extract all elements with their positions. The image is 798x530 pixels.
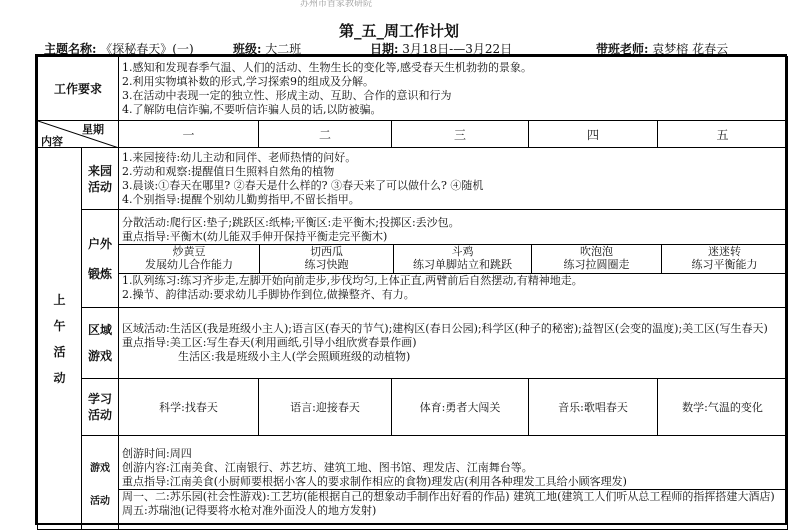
work-requirements-content — [119, 57, 788, 121]
outdoor-row — [38, 210, 788, 308]
work-requirements-label: 工作要求 — [38, 57, 119, 121]
creative-game-item: 重点指导:江南美食(小厨师要根据小客人的要求制作相应的食物)理发店(利用各种理发工具给小顾客理发) — [122, 475, 627, 488]
theme-label: 主题名称: — [44, 42, 97, 56]
outdoor-label: 户外 锻炼 — [82, 210, 119, 308]
requirement-item: 4.了解防电信诈骗,不要听信诈骗人员的话,以防被骗。 — [122, 102, 382, 116]
game-activity-label: 游戏 活动 — [82, 436, 119, 530]
creative-game-item: 创游内容:江南美食、江南银行、苏艺坊、建筑工地、图书馆、理发店、江南舞台等。 — [122, 461, 533, 474]
week-label: 星期 — [82, 123, 104, 136]
date-label: 日期: — [370, 42, 399, 56]
outdoor-game: 斗鸡 练习单脚站立和跳跃 — [394, 245, 532, 273]
class-value: 大二班 — [265, 42, 302, 56]
diagonal-header-cell — [38, 121, 119, 148]
learning-monday: 科学:找春天 — [119, 379, 259, 436]
area-games-content — [119, 308, 788, 379]
creative-game-item: 创游时间:周四 — [122, 447, 192, 460]
day-monday: 一 — [119, 121, 259, 148]
learning-wednesday: 体育:勇者大闯关 — [392, 379, 529, 436]
arrival-content — [119, 148, 788, 210]
theme-value: 《探秘春天》(一) — [100, 42, 194, 56]
outdoor-content — [119, 210, 788, 308]
date-value: 3月18日-—3月22日 — [402, 42, 513, 56]
morning-activities-label: 上 午 活 动 — [38, 148, 82, 530]
page-title: 第_五_周工作计划 — [338, 22, 459, 40]
game-activity-row — [38, 436, 788, 530]
outdoor-game: 吹泡泡 练习拉圆圈走 — [532, 245, 662, 273]
day-thursday: 四 — [529, 121, 658, 148]
teacher-underline — [652, 54, 762, 55]
arrival-item: 4.个别指导:提醒个别幼儿勤剪指甲,不留长指甲。 — [122, 192, 360, 206]
day-wednesday: 三 — [392, 121, 529, 148]
outdoor-game: 炒黄豆 发展幼儿合作能力 — [119, 245, 260, 273]
requirement-item: 2.利用实物填补数的形式,学习探索9的组成及分解。 — [122, 74, 375, 88]
class-label: 班级: — [233, 42, 262, 56]
learning-row — [38, 379, 788, 436]
outdoor-zones: 分散活动:爬行区:垫子;跳跃区:纸棒;平衡区:走平衡木;投掷区:丢沙包。 — [122, 215, 460, 229]
weekly-plan-table — [37, 56, 788, 530]
day-tuesday: 二 — [259, 121, 392, 148]
day-friday: 五 — [658, 121, 788, 148]
top-watermark-text: 苏州市首家教研院 — [300, 0, 373, 9]
weekday-header-row — [38, 121, 788, 148]
arrival-label: 来园活动 — [82, 148, 119, 210]
class-underline — [268, 54, 348, 55]
outdoor-game: 切西瓜 练习快跑 — [260, 245, 394, 273]
outdoor-focus: 重点指导:平衡木(幼儿能双手伸开保持平衡走完平衡木) — [122, 229, 388, 243]
outdoor-games-grid — [119, 244, 787, 274]
game-activity-content — [119, 436, 788, 530]
arrival-item: 1.来园接待:幼儿主动和同伴、老师热情的问好。 — [122, 150, 357, 164]
content-label: 内容 — [41, 135, 63, 148]
learning-label: 学习活动 — [82, 379, 119, 436]
outdoor-extra: 2.操节、韵律活动:要求幼儿手脚协作到位,做操整齐、有力。 — [122, 287, 415, 301]
area-games-label: 区域 游戏 — [82, 308, 119, 379]
learning-thursday: 音乐:歌唱春天 — [529, 379, 658, 436]
outdoor-game: 迷迷转 练习平衡能力 — [691, 244, 758, 271]
arrival-item: 2.劳动和观察:提醒值日生照料自然角的植物 — [122, 164, 335, 178]
arrival-item: 3.晨谈:①春天在哪里? ②春天是什么样的? ③春天来了可以做什么? ④随机 — [122, 178, 484, 192]
social-game-item: 周一、二:苏乐园(社会性游戏):工艺坊(能根据自己的想象动手制作出好看的作品) 建筑工地(建筑工人们听从总工程师的指挥搭建大酒店) — [122, 490, 775, 503]
area-focus: 生活区:我是班级小主人(学会照顾班级的动植物) — [178, 350, 411, 363]
theme-underline — [112, 54, 212, 55]
learning-tuesday: 语言:迎接春天 — [259, 379, 392, 436]
requirement-item: 1.感知和发现春季气温、人们的活动、生物生长的变化等,感受春天生机勃勃的景象。 — [122, 60, 533, 74]
teacher-label: 带班老师: — [596, 42, 649, 56]
learning-friday: 数学:气温的变化 — [658, 379, 788, 436]
area-focus: 重点指导:美工区:写生春天(利用画纸,引导小组欣赏春景作画) — [122, 336, 417, 349]
work-requirements-row — [38, 57, 788, 121]
requirement-item: 3.在活动中表现一定的独立性、形成主动、互助、合作的意识和行为 — [122, 88, 452, 102]
outdoor-extra: 1.队列练习:练习齐步走,左脚开始向前走步,步伐均匀,上体正直,两臂前后自然摆动,有精神地走。 — [122, 273, 583, 287]
date-underline — [408, 54, 584, 55]
arrival-row — [38, 148, 788, 210]
area-list: 区域活动:生活区(我是班级小主人);语言区(春天的节气);建构区(春日公园);科学区(种子的秘密);益智区(会变的温度);美工区(写生春天) — [122, 322, 768, 335]
area-games-row — [38, 308, 788, 379]
social-game-item: 周五:苏瑞池(记得要将水枪对准外面没人的地方发射) — [122, 504, 377, 517]
teacher-value: 袁梦榕 花春云 — [652, 42, 729, 56]
